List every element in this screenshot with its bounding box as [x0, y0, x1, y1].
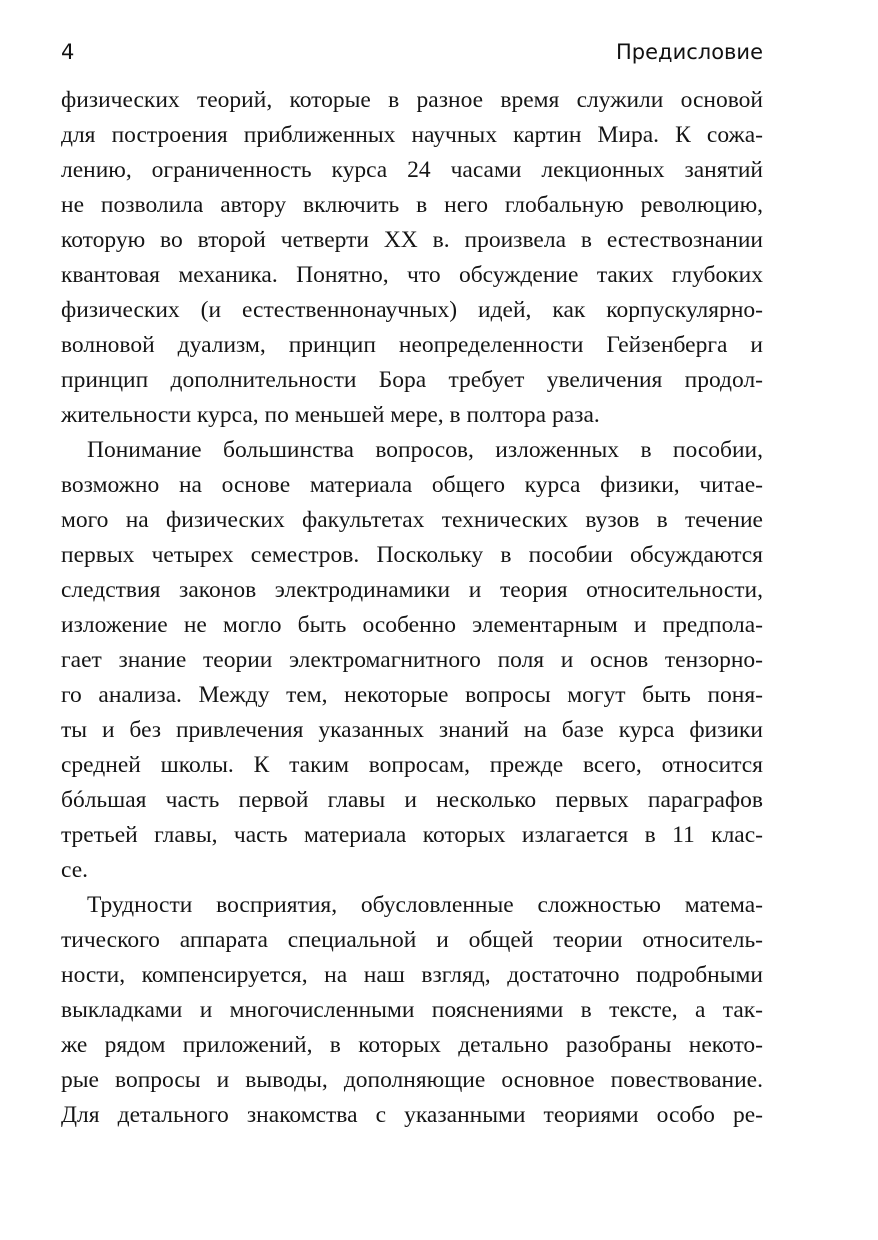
text-line: следствия законов электродинамики и теория относительности, [61, 577, 763, 603]
text-line: квантовая механика. Понятно, что обсуждение таких глубоких [61, 262, 763, 288]
text-line: лению, ограниченность курса 24 часами лекционных занятий [61, 157, 763, 183]
text-line: Для детального знакомства с указанными теориями особо ре- [61, 1102, 763, 1128]
text-line: изложение не могло быть особенно элементарным и предпола- [61, 612, 763, 638]
text-line: первых четырех семестров. Поскольку в пособии обсуждаются [61, 542, 763, 568]
text-line: гает знание теории электромагнитного поля и основ тензорно- [61, 647, 763, 673]
running-title: Предисловие [616, 40, 763, 64]
text-line: которую во второй четверти XX в. произвела в естествознании [61, 227, 763, 253]
text-line: Трудности восприятия, обусловленные сложностью матема- [87, 892, 763, 918]
text-line: для построения приближенных научных картин Мира. К сожа- [61, 122, 763, 148]
text-line: возможно на основе материала общего курса физики, читае- [61, 472, 763, 498]
paragraph-3 [61, 888, 763, 1133]
text-line: мого на физических факультетах технических вузов в течение [61, 507, 763, 533]
text-line: принцип дополнительности Бора требует увеличения продол- [61, 367, 763, 393]
paragraph-1 [61, 83, 763, 433]
body-text [61, 83, 763, 1133]
text-line: ты и без привлечения указанных знаний на базе курса физики [61, 717, 763, 743]
text-line: физических теорий, которые в разное время служили основой [61, 87, 763, 113]
text-line: тического аппарата специальной и общей теории относитель- [61, 927, 763, 953]
paragraph-2 [61, 433, 763, 888]
text-line: рые вопросы и выводы, дополняющие основное повествование. [61, 1067, 763, 1093]
text-line: средней школы. К таким вопросам, прежде всего, относится [61, 752, 763, 778]
running-head [61, 40, 763, 72]
text-line: волновой дуализм, принцип неопределенности Гейзенберга и [61, 332, 763, 358]
text-line: физических (и естественнонаучных) идей, как корпускулярно- [61, 297, 763, 323]
text-line: бóльшая часть первой главы и несколько первых параграфов [61, 787, 763, 813]
text-line: же рядом приложений, в которых детально разобраны некото- [61, 1032, 763, 1058]
text-line: Понимание большинства вопросов, изложенных в пособии, [87, 437, 763, 463]
text-line: се. [61, 857, 89, 883]
text-line: третьей главы, часть материала которых излагается в 11 клас- [61, 822, 763, 848]
text-line: го анализа. Между тем, некоторые вопросы могут быть поня- [61, 682, 763, 708]
page-number: 4 [61, 40, 75, 64]
text-line: жительности курса, по меньшей мере, в полтора раза. [61, 402, 600, 428]
text-line: не позволила автору включить в него глобальную революцию, [61, 192, 763, 218]
text-line: выкладками и многочисленными пояснениями в тексте, а так- [61, 997, 763, 1023]
text-line: ности, компенсируется, на наш взгляд, достаточно подробными [61, 962, 763, 988]
